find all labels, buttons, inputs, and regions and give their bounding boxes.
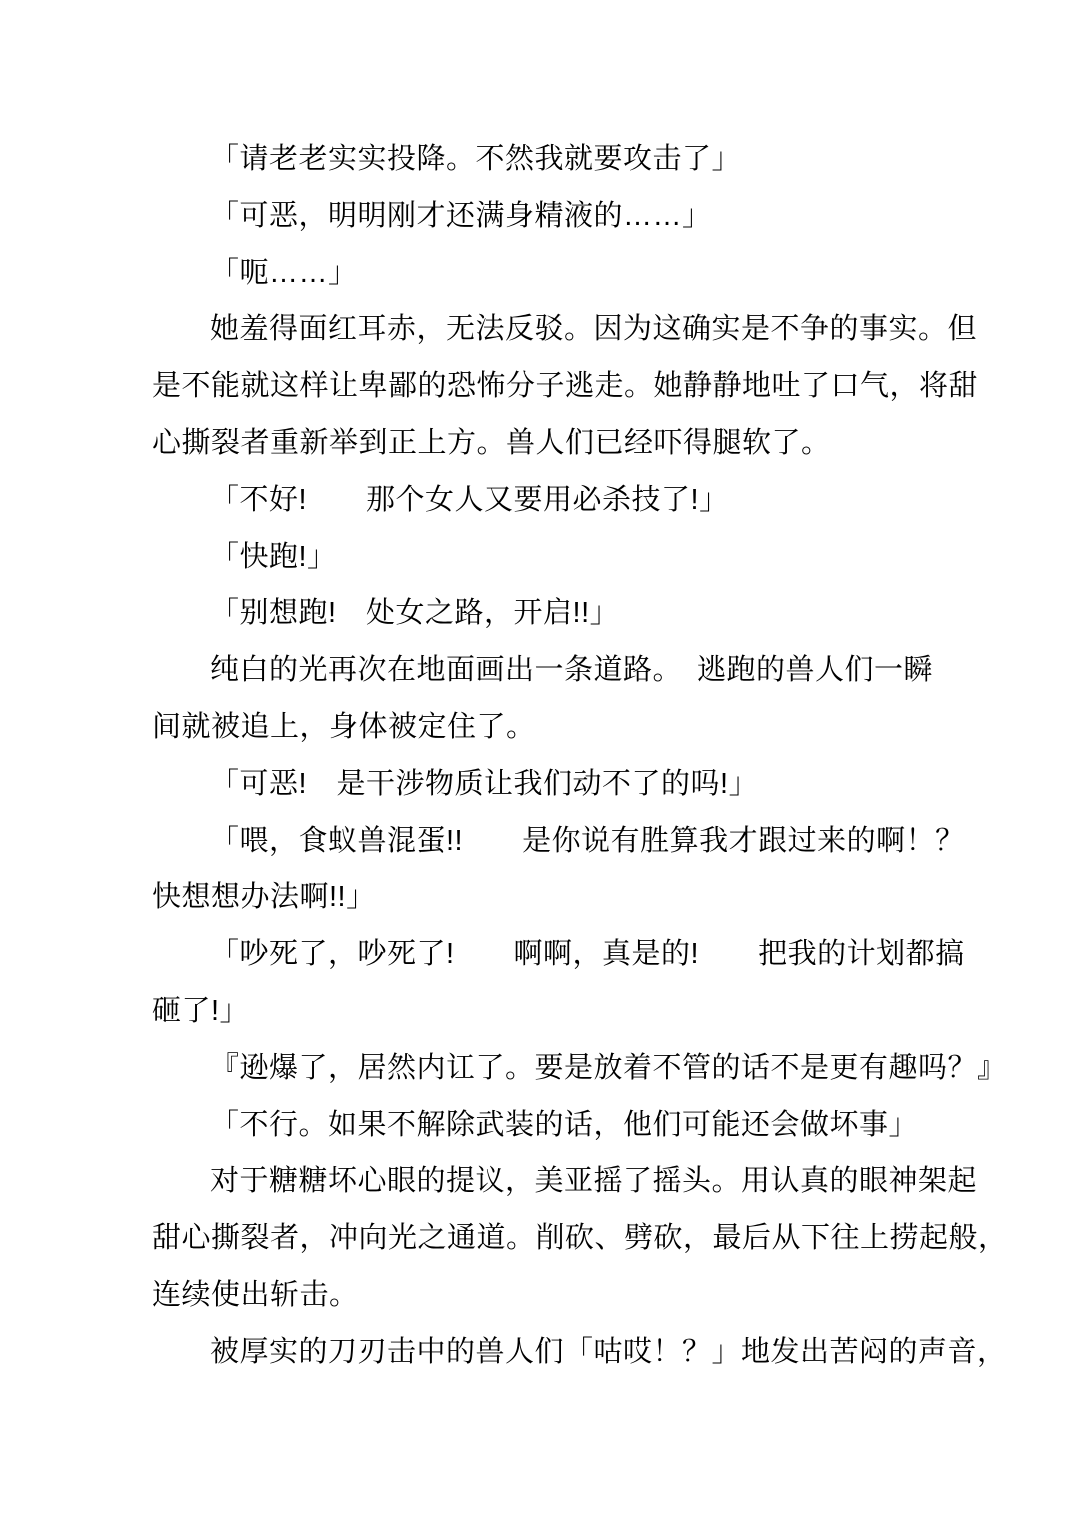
paragraph: [152, 245, 988, 302]
paragraph-first-line: 她羞得面红耳赤，无法反驳。因为这确实是不争的事实。但: [210, 313, 978, 346]
paragraph: [152, 529, 988, 586]
paragraph-first-line: 纯白的光再次在地面画出一条道路。 逃跑的兽人们一瞬: [210, 654, 934, 687]
paragraph-line: 连续使出斩击。: [152, 1278, 359, 1311]
paragraph: [152, 756, 988, 813]
paragraph-line: 快想想办法啊!!」: [152, 881, 376, 914]
paragraph: [152, 585, 988, 642]
paragraph-line: 是不能就这样让卑鄙的恐怖分子逃走。她静静地吐了口气，将甜: [152, 370, 979, 403]
paragraph: [152, 1324, 1007, 1381]
paragraph-first-line: 「不行。如果不解除武装的话，他们可能还会做坏事」: [210, 1108, 919, 1141]
paragraph-first-line: 『逊爆了，居然内讧了。要是放着不管的话不是更有趣吗？』: [210, 1051, 1007, 1084]
paragraph-first-line: 「喂，食蚁兽混蛋!! 是你说有胜算我才跟过来的啊！？: [210, 824, 965, 857]
paragraph-first-line: 「不好! 那个女人又要用必杀技了!」: [210, 483, 729, 516]
paragraph-first-line: 「可恶! 是干涉物质让我们动不了的吗!」: [210, 767, 759, 800]
paragraph-first-line: 「可恶，明明刚才还满身精液的……」: [210, 199, 712, 232]
paragraph: [152, 188, 988, 245]
paragraph: [152, 472, 988, 529]
paragraph: [152, 813, 988, 927]
text-body: [152, 131, 1008, 1381]
paragraph-line: 心撕裂者重新举到正上方。兽人们已经吓得腿软了。: [152, 426, 831, 459]
paragraph-first-line: 「呃……」: [210, 256, 358, 289]
paragraph-first-line: 对于糖糖坏心眼的提议，美亚摇了摇头。用认真的眼神架起: [210, 1165, 978, 1198]
paragraph-line: 甜心撕裂者，冲向光之通道。削砍、劈砍，最后从下往上捞起般，: [152, 1222, 1008, 1255]
paragraph-first-line: 「请老老实实投降。不然我就要攻击了」: [210, 143, 742, 175]
paragraph-first-line: 被厚实的刀刃击中的兽人们「咕哎！？」地发出苦闷的声音，: [210, 1335, 1007, 1368]
paragraph: [152, 1153, 1008, 1323]
paragraph-first-line: 「快跑!」: [210, 540, 337, 573]
paragraph-first-line: 「别想跑! 处女之路，开启!!」: [210, 597, 620, 630]
paragraph: [152, 642, 988, 756]
paragraph: [152, 301, 988, 471]
paragraph: [152, 131, 988, 188]
paragraph: [152, 1040, 1007, 1097]
paragraph-line: 砸了!」: [152, 994, 250, 1027]
paragraph: [152, 926, 988, 1040]
paragraph-line: 间就被追上，身体被定住了。: [152, 710, 536, 743]
paragraph: [152, 1097, 988, 1154]
paragraph-first-line: 「吵死了，吵死了! 啊啊，真是的! 把我的计划都搞: [210, 938, 965, 971]
